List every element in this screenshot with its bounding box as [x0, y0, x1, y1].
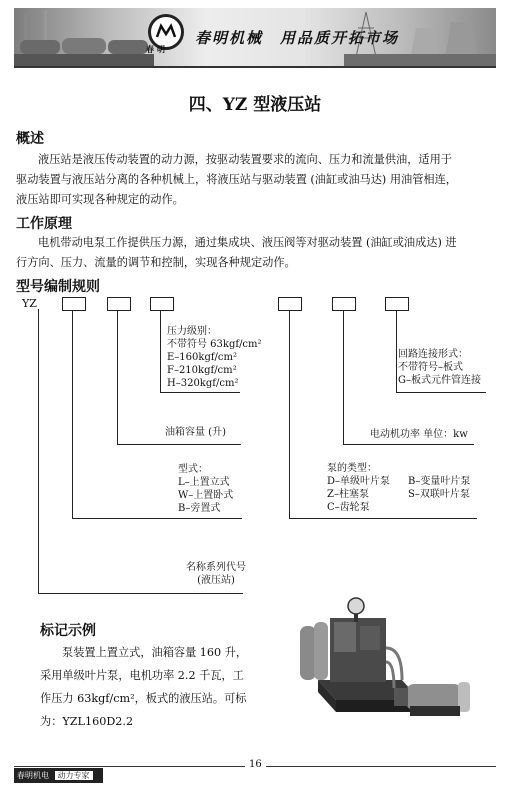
- logo-mark-icon: [151, 17, 181, 47]
- example-line: 采用单级叶片泵，电机功率 2.2 千瓦，工: [40, 669, 244, 682]
- pump-item: B–变量叶片泵: [408, 476, 471, 487]
- header-divider: [14, 66, 496, 68]
- type-line: B–旁置式: [178, 503, 221, 514]
- example-paragraph: [40, 641, 268, 733]
- tank-label: 油箱容量 (升): [165, 427, 226, 438]
- connector-pump-h: [289, 518, 477, 519]
- pressure-line: H–320kgf/cm²: [167, 378, 239, 389]
- code-box-pressure: [150, 297, 174, 311]
- connector-pump: [289, 311, 290, 519]
- footer-tag: 动力专家: [55, 771, 93, 780]
- model-rules-heading: 型号编制规则: [16, 279, 100, 295]
- slogan: 用品质开拓市场: [280, 29, 400, 47]
- principle-paragraph: [16, 233, 482, 273]
- page-title: 四、YZ 型液压站: [188, 95, 322, 115]
- pump-item: S–双联叶片泵: [408, 489, 470, 500]
- connector-motor: [343, 311, 344, 445]
- series-line: 名称系列代号: [186, 562, 246, 573]
- connector-tank: [117, 311, 118, 445]
- overview-paragraph: [16, 150, 482, 210]
- pump-list-left: [327, 475, 390, 514]
- code-box-tank: [107, 297, 131, 311]
- connector-pressure-h: [160, 392, 240, 393]
- overview-heading: 概述: [16, 131, 44, 147]
- logo-text: 春明: [146, 45, 168, 54]
- footer-badge: [14, 768, 103, 783]
- code-box-pump: [278, 297, 302, 311]
- pump-item: Z–柱塞泵: [327, 489, 369, 500]
- motor-label: 电动机功率 单位：kw: [370, 429, 468, 440]
- code-box-circuit: [385, 297, 409, 311]
- series-line: (液压站): [197, 575, 235, 586]
- connector-circuit-h: [396, 392, 486, 393]
- overview-line: 液压站即可实现各种规定的动作。: [16, 193, 184, 206]
- connector-circuit: [396, 311, 397, 393]
- pressure-line: 压力级别：: [167, 326, 217, 337]
- series-label: [186, 561, 246, 587]
- connector-tank-h: [117, 444, 241, 445]
- example-line: 作压力 63kgf/cm²，板式的液压站。可标: [40, 692, 247, 705]
- pressure-label: [167, 325, 262, 390]
- pump-title: 泵的类型：: [327, 463, 377, 474]
- pressure-line: F–210kgf/cm²: [167, 365, 237, 376]
- example-line: 为：YZL160D2.2: [40, 715, 134, 728]
- type-line: W–上置卧式: [178, 490, 234, 501]
- pump-item: D–单级叶片泵: [327, 476, 391, 487]
- connector-motor-h: [343, 444, 474, 445]
- connector-series-h: [38, 593, 243, 594]
- type-line: L–上置立式: [178, 477, 230, 488]
- pressure-line: E–160kgf/cm²: [167, 352, 238, 363]
- connector-pressure: [160, 311, 161, 393]
- principle-line: 行方向、压力、流量的调节和控制，实现各种规定动作。: [16, 256, 296, 269]
- circuit-label: [398, 348, 481, 387]
- brand-name: 春明机械: [195, 29, 264, 47]
- code-box-motor: [332, 297, 356, 311]
- overview-line: 液压站是液压传动装置的动力源，按驱动装置要求的流向、压力和流量供油，适用于: [38, 153, 452, 166]
- page-number: 16: [245, 759, 266, 770]
- circuit-line: 回路连接形式：: [398, 349, 468, 360]
- model-prefix: YZ: [22, 297, 37, 310]
- connector-type-h: [72, 518, 242, 519]
- pressure-line: 不带符号 63kgf/cm²: [167, 339, 262, 350]
- connector-type: [72, 311, 73, 519]
- example-heading: 标记示例: [40, 623, 96, 639]
- footer-company: 春明机电: [17, 771, 49, 780]
- type-line: 型式：: [178, 464, 208, 475]
- circuit-line: G–板式元件管连接: [398, 375, 481, 386]
- overview-line: 驱动装置与液压站分离的各种机械上，将液压站与驱动装置 (油缸或油马达) 用油管相连，: [16, 173, 457, 186]
- principle-line: 电机带动电泵工作提供压力源，通过集成块、液压阀等对驱动装置 (油缸或油成达) 进: [38, 236, 457, 249]
- hydraulic-station-photo: [290, 588, 490, 728]
- type-label: [178, 463, 233, 515]
- code-box-type: [62, 297, 86, 311]
- principle-heading: 工作原理: [16, 216, 72, 232]
- circuit-line: 不带符号–板式: [398, 362, 463, 373]
- pump-list-right: [408, 475, 470, 501]
- example-line: 泵装置上置立式，油箱容量 160 升，: [62, 646, 248, 659]
- connector-series: [38, 309, 39, 594]
- pump-item: C–齿轮泵: [327, 502, 370, 513]
